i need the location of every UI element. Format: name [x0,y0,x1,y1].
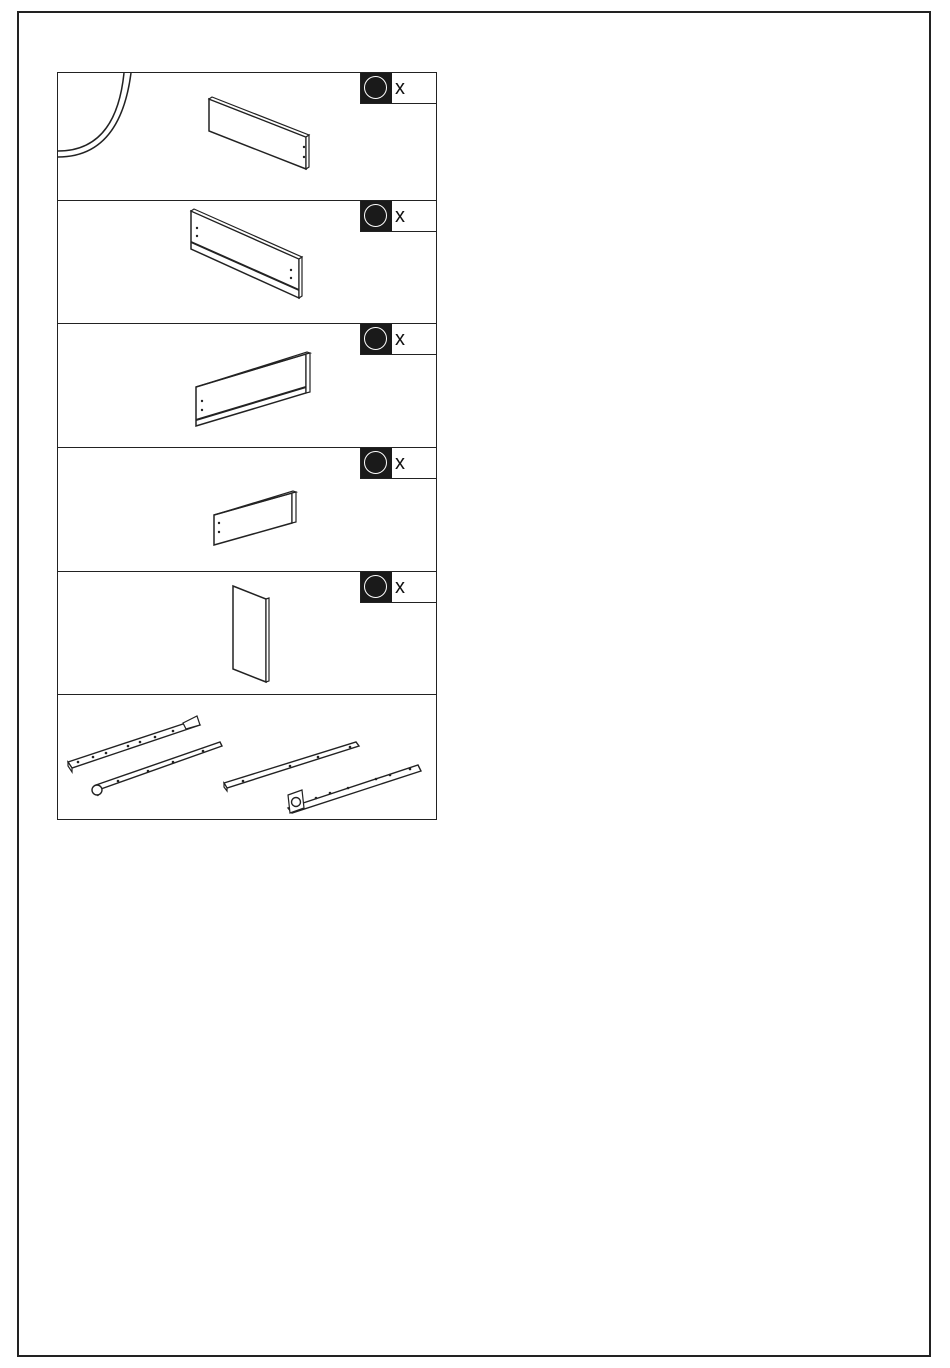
quantity-multiplier: x [395,575,405,598]
part-row-3 [58,324,436,448]
quantity-badge [360,448,436,479]
drawer-slide-icon [224,742,359,791]
drawer-slide-icon [68,716,200,772]
part-row-1 [58,73,436,201]
quantity-badge [360,324,436,355]
part-row-5 [58,572,436,695]
quantity-multiplier: x [395,204,405,227]
quantity-multiplier: x [395,327,405,350]
quantity-badge [360,73,436,104]
quantity-badge [360,572,436,603]
part-row-2 [58,201,436,324]
part-number-badge-icon [361,572,392,602]
drawer-slide-icon [288,765,421,813]
part-row-4 [58,448,436,572]
quantity-badge [360,201,436,232]
part-row-6 [58,695,436,819]
part-number-badge-icon [361,324,392,354]
parts-list [57,72,437,820]
part-number-badge-icon [361,73,392,103]
part-number-badge-icon [361,448,392,478]
quantity-multiplier: x [395,451,405,474]
part-number-badge-icon [361,201,392,231]
drawer-slide-set-illustration [58,695,436,819]
quantity-multiplier: x [395,76,405,99]
